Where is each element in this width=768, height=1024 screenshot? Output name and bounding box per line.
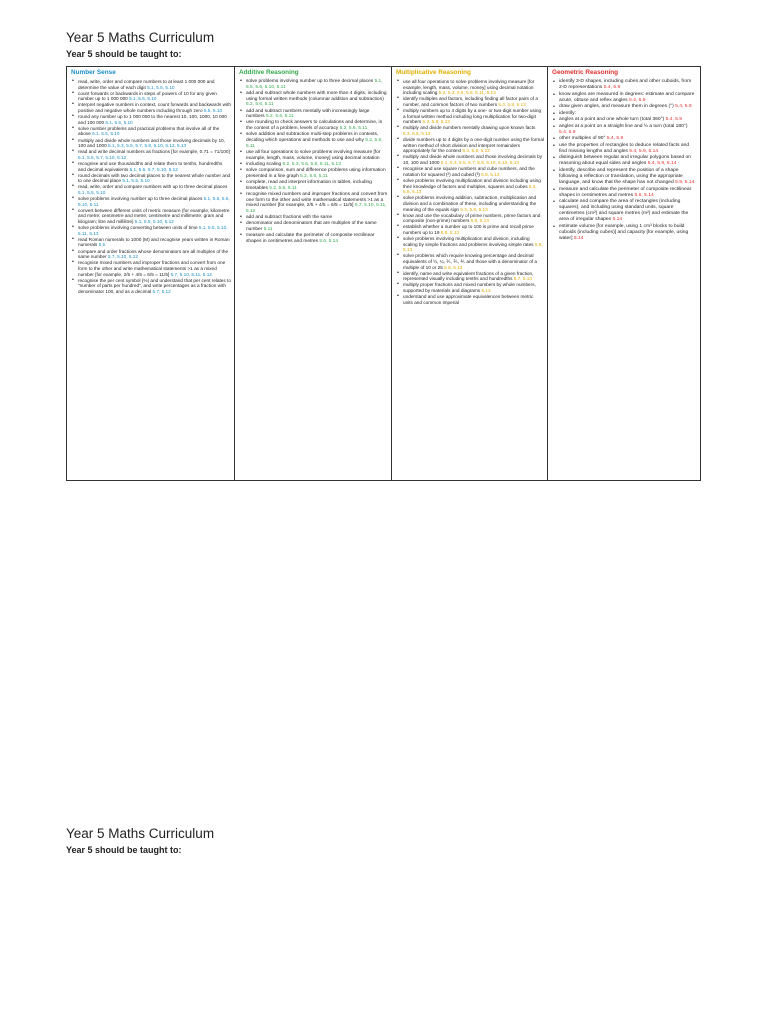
list-item <box>246 192 388 215</box>
list-item <box>559 104 697 110</box>
statement-text: read, write, order and compare numbers to at least 1 000 000 and determine the value of each digit <box>78 79 215 90</box>
list-item <box>403 96 544 107</box>
statement-reference: 5.6, 5.14 <box>634 192 654 198</box>
statement-reference: 5.14 <box>573 236 584 242</box>
list-item <box>78 114 231 125</box>
statement-text: draw given angles, and measure them in degrees (°) <box>559 104 676 110</box>
list-item <box>246 180 388 192</box>
statement-text: know angles are measured in degrees: estimate and compare acute, obtuse and reflex angles <box>559 91 695 103</box>
statement-reference: 5.3, 5.8, 5.13 <box>462 148 490 154</box>
list-item <box>403 213 544 224</box>
statement-text: solve addition and subtraction multi-step problems in contexts, deciding which operations and methods to use and why <box>246 132 379 144</box>
list-item <box>78 196 231 207</box>
statement-reference: 5.1, 5.3, 5.5, 5.7, 5.8, 5.10, 5.12, 5.13 <box>107 143 187 149</box>
statement-reference: 5.1, 5.5, 5.6, 5.10, 5.11 <box>246 79 383 90</box>
statement-text: angles at a point on a straight line and ½ a turn (total 180°) <box>559 123 688 129</box>
statement-text: identify: <box>559 110 577 116</box>
statement-text: estimate volume [for example, using 1 cm³ blocks to build cuboids (including cubes)] and capacity [for example, using water] <box>559 223 689 242</box>
list-item <box>246 168 388 180</box>
statement-reference: 5.3, 5.8, 5.13 <box>422 119 450 125</box>
statement-reference: 5.1, 5.5, 5.10 <box>92 131 120 137</box>
list-item <box>246 162 388 168</box>
list-item <box>403 253 544 270</box>
column-geometric-reasoning <box>548 67 701 481</box>
list-item <box>559 224 697 242</box>
list-item <box>403 224 544 235</box>
list-item <box>559 155 697 167</box>
list-item <box>403 125 544 136</box>
statement-reference: 5.3, 5.8, 5.13 <box>403 131 431 137</box>
statement-text: multiply and divide numbers mentally drawing upon known facts <box>403 125 536 131</box>
statement-reference: 5.1, 5.3, 5.5, 5.7, 5.8, 5.10, 5.12, 5.13 <box>440 160 519 166</box>
statement-reference: 5.1, 5.5, 5.10 <box>78 189 106 195</box>
statement-reference: 5.1, 5.5, 5.7, 5.10, 5.12 <box>129 166 178 172</box>
statement-reference: 5.4, 5.9 <box>603 85 621 91</box>
statement-reference: 5.5 <box>98 242 106 248</box>
list-item <box>78 173 231 184</box>
statement-text: compare and order fractions whose denominators are all multiples of the same number <box>78 248 229 260</box>
list-item <box>78 278 231 295</box>
list-item <box>403 108 544 125</box>
statement-reference: 5.1, 5.5, 5.10 <box>147 84 175 90</box>
statement-text: recognise and use thousandths and relate them to tenths, hundredths and decimal equivalents <box>78 160 223 172</box>
statement-reference: 5.1, 5.5, 5.6, 5.10, 5.11 <box>78 196 230 207</box>
statement-text: use rounding to check answers to calculations and determine, in the context of a problem, levels of accuracy <box>246 120 383 132</box>
statement-text: solve comparison, sum and difference problems using information presented in a line graph <box>246 167 386 179</box>
statement-reference: 5.8, 5.13 <box>403 241 543 253</box>
statement-reference: 5.7, 5.10, 5.11, 5.12 <box>246 203 387 215</box>
statement-text: read, write, order and compare numbers with up to three decimal places <box>78 184 228 190</box>
statement-text: multiply and divide whole numbers and those involving decimals by 10, 100 and 1000 <box>78 137 225 149</box>
list-item <box>403 137 544 154</box>
statement-reference: 5.4, 5.9 <box>665 117 683 123</box>
statement-reference: 5.2, 5.3, 5.6, 5.8, 5.11, 5.13 <box>282 161 341 167</box>
column-header-geometric-reasoning: Geometric Reasoning <box>552 69 619 76</box>
statement-text: distinguish between regular and irregular polygons based on reasoning about equal sides and angles <box>559 155 692 167</box>
statement-text: recognise mixed numbers and improper fractions and convert from one form to the other and write mathematical statements >1 as a mixed number [for example, 2/5 + 4/5 = 6/5 = 11/5] <box>78 260 226 277</box>
statement-text: solve problems involving number up to three decimal places <box>78 196 204 202</box>
list-item <box>78 161 231 172</box>
list-item <box>559 168 697 186</box>
statement-text: count forwards or backwards in steps of powers of 10 for any given number up to 1 000 000 <box>78 90 217 102</box>
statement-text: solve problems involving converting between units of time <box>78 225 199 231</box>
statement-reference: 5.6, 5.14 <box>319 238 338 244</box>
column-multiplicative-reasoning <box>392 67 548 481</box>
statement-reference: 5.2, 5.6, 5.11 <box>246 138 383 149</box>
statement-reference: 5.2, 5.6, 5.11 <box>269 185 297 191</box>
statement-reference: 5.8, 5.13 <box>444 264 463 270</box>
list-item <box>559 199 697 223</box>
list-item <box>78 91 231 102</box>
statement-reference: 5.7, 5.13 <box>513 276 532 282</box>
list-item <box>78 260 231 277</box>
statement-text: solve problems which require knowing percentage and decimal equivalents of ½, ¼, ⅕, ⅖, ⅘ and those with a denominator of a multiple of 10 or 25 <box>403 253 538 270</box>
list-item <box>559 92 697 104</box>
list-item <box>246 109 388 121</box>
column-number-sense <box>67 67 235 481</box>
statement-reference: 5.1, 5.5, 5.10, 5.11, 5.13 <box>78 225 228 236</box>
statement-text: complete, read and interpret information in tables, including timetables <box>246 179 372 191</box>
statement-reference: 5.4, 5.9 <box>629 97 646 103</box>
statement-text: identify, name and write equivalent fractions of a given fraction, represented visually including tenths and hundredths <box>403 270 534 282</box>
curriculum-table <box>66 66 701 481</box>
list-item <box>403 79 544 96</box>
statement-reference: 5.8, 5.13 <box>440 229 460 235</box>
statement-reference: 5.1, 5.5, 5.10, 5.12 <box>134 219 174 225</box>
statement-reference: 5.5, 5.10 <box>203 108 223 114</box>
column-header-multiplicative-reasoning: Multiplicative Reasoning <box>396 69 471 76</box>
list-item <box>403 154 544 165</box>
list-item <box>403 195 544 212</box>
statement-text: read and write decimal numbers as fractions [for example, 0.71 = 71/100] <box>78 149 230 155</box>
statement-reference: 5.2, 5.6, 5.11 <box>246 102 274 108</box>
list-item <box>246 79 388 91</box>
statement-text: convert between different units of metric measure (for example, kilometre and metre; centimetre and metre; centimetre and millimetre; gram and kilogram; litre and millilitre) <box>78 207 230 225</box>
list-item <box>78 102 231 113</box>
statement-text: add and subtract fractions with the same <box>246 215 333 221</box>
statement-text: solve problems involving multiplication and division including using their knowledge of factors and multiples, squares and cubes <box>403 177 541 189</box>
list-item <box>403 271 544 282</box>
statement-text: add and subtract whole numbers with more than 4 digits, including using formal written methods (columnar addition and subtraction) <box>246 90 387 102</box>
statement-text: use the properties of rectangles to deduce related facts and find missing lengths and angles <box>559 142 690 154</box>
statement-text: add and subtract numbers mentally with increasingly large numbers <box>246 108 370 120</box>
list-item <box>78 208 231 225</box>
statement-text: denominator and denominators that are multiples of the same number <box>246 221 377 233</box>
statement-text: solve problems involving number up to three decimal places <box>246 79 375 84</box>
statement-text: measure and calculate the perimeter of composite rectilinear shapes in centimetres and metres <box>559 186 692 198</box>
statement-reference: 5.2, 5.6, 5.11 <box>266 114 294 120</box>
statement-text: measure and calculate the perimeter of composite rectilinear shapes in centimetres and metres <box>246 233 375 244</box>
statement-text: know and use the vocabulary of prime numbers, prime factors and composite (non-prime) numbers <box>403 212 541 224</box>
statement-reference: 5.8, 5.13 <box>470 218 489 224</box>
list-item <box>246 120 388 132</box>
list-item <box>246 221 388 233</box>
statement-reference: 5.3, 5.8, 5.13 <box>403 183 537 195</box>
statement-text: multiply numbers up to 4 digits by a one- or two-digit number using a formal written method including long multiplication for two-digit numbers <box>403 108 542 125</box>
column-header-additive-reasoning: Additive Reasoning <box>239 69 299 76</box>
list-item <box>246 132 388 149</box>
list-item <box>246 233 388 245</box>
statement-reference: 5.1, 5.5, 5.7, 5.10, 5.12 <box>78 154 127 160</box>
list-item <box>403 166 544 177</box>
list-item <box>78 79 231 90</box>
statement-text: multiply and divide whole numbers and those involving decimals by 10, 100 and 1000 <box>403 154 543 166</box>
statement-reference: 5.3, 5.8, 5.13 <box>498 102 526 108</box>
list-item <box>559 136 697 142</box>
multiplicative-reasoning-list <box>396 79 544 305</box>
statement-reference: 5.1, 5.5, 5.10 <box>122 178 150 184</box>
list-item <box>78 149 231 160</box>
list-item <box>78 237 231 248</box>
statement-reference: 5.2, 5.6, 5.11 <box>339 126 368 132</box>
list-item <box>559 117 697 123</box>
statement-reference: 5.1, 5.5, 5.10 <box>105 119 133 125</box>
list-item <box>78 138 231 149</box>
list-item <box>246 91 388 108</box>
statement-text: solve problems involving multiplication and division, including scaling by simple fractions and problems involving simple rates <box>403 236 535 247</box>
statement-text: calculate and compare the area of rectangles (including squares), and including using standard units, square centimetres (cm²) and square metres (m²) and estimate the area of irregular shapes <box>559 199 689 223</box>
statement-text: angles at a point and one whole turn (total 360°) <box>559 117 666 123</box>
statement-text: solve problems involving addition, subtraction, multiplication and division and a combination of these, including understanding the meaning of the equals sign <box>403 195 537 212</box>
statement-text: round decimals with two decimal places to the nearest whole number and to one decimal place <box>78 172 231 184</box>
list-item <box>403 236 544 253</box>
statement-text: identify 3-D shapes, including cubes and other cuboids, from 2-D representations <box>559 79 692 91</box>
document-subtitle: Year 5 should be taught to: <box>66 49 182 59</box>
statement-text: recognise mixed numbers and improper fractions and convert from one form to the other and write mathematical statements >1 as a mixed number [for example, 2/5 + 4/5 = 6/5 = 11/5] <box>246 191 388 209</box>
statement-reference: 5.2, 5.3, 5.6, 5.8, 5.11, 5.13 <box>438 90 496 96</box>
list-item <box>559 124 697 136</box>
list-item <box>78 225 231 236</box>
column-header-number-sense: Number Sense <box>71 69 116 76</box>
list-item <box>403 294 544 305</box>
statement-text: establish whether a number up to 100 is prime and recall prime numbers up to 19 <box>403 224 534 235</box>
list-item <box>403 282 544 293</box>
statement-text: use all four operations to solve problems involving measure [for example, length, mass, volume, money] using decimal notation including scaling <box>403 79 535 96</box>
statement-reference: 5.1, 5.5, 5.10 <box>129 96 157 102</box>
document-title-repeat: Year 5 Maths Curriculum <box>66 826 215 841</box>
list-item <box>78 126 231 137</box>
statement-reference: 5.7, 5.10, 5.12 <box>107 254 138 260</box>
statement-reference: 5.11 <box>263 227 273 233</box>
column-additive-reasoning <box>235 67 392 481</box>
list-item <box>246 150 388 162</box>
statement-text: including scaling <box>246 161 283 167</box>
statement-text: round any number up to 1 000 000 to the nearest 10, 100, 1000, 10 000 and 100 000 <box>78 114 227 125</box>
statement-reference: 5.8, 5.13 <box>481 171 500 177</box>
additive-reasoning-list <box>239 79 388 245</box>
number-sense-list <box>71 79 231 295</box>
statement-reference: 5.4, 5.9 <box>606 136 624 142</box>
statement-reference: 5.7, 5.10, 5.11, 5.12 <box>170 271 212 277</box>
statement-reference: 5.4, 5.9 <box>559 129 576 135</box>
statement-reference: 5.2, 5.6, 5.11 <box>300 173 328 179</box>
statement-reference: 5.13 <box>481 288 491 294</box>
list-item <box>559 187 697 199</box>
statement-reference: 5.9, 5.14 <box>675 180 695 186</box>
statement-text: interpret negative numbers in context, count forwards and backwards with positive and negative whole numbers including through zero <box>78 102 231 114</box>
document-title: Year 5 Maths Curriculum <box>66 30 215 45</box>
statement-reference: 5.14 <box>612 217 623 223</box>
statement-text: multiply proper fractions and mixed numbers by whole numbers, supported by materials and diagrams <box>403 282 536 294</box>
list-item <box>559 79 697 91</box>
list-item <box>78 249 231 260</box>
statement-reference: 5.4, 5.9 <box>675 104 692 110</box>
statement-text: divide numbers up to 4 digits by a one-digit number using the formal written method of short division and interpret remainders appropriately for the context <box>403 137 544 154</box>
statement-text: solve number problems and practical problems that involve all of the above <box>78 125 220 137</box>
statement-text: identify, describe and represent the position of a shape following a reflection or translation, using the appropriate language, and know that the shape has not changed <box>559 167 683 186</box>
list-item <box>559 111 697 117</box>
statement-text: other multiples of 90° <box>559 136 607 142</box>
list-item <box>403 178 544 195</box>
statement-reference: 5.4, 5.9, 5.14 <box>629 148 659 154</box>
statement-reference: 5.7, 5.12 <box>152 288 171 294</box>
list-item <box>78 184 231 195</box>
statement-text: recognise and use square numbers and cube numbers, and the notation for squared (²) and cubed (³) <box>403 166 535 177</box>
list-item <box>559 143 697 155</box>
statement-text: identify multiples and factors, including finding all factor pairs of a number, and common factors of two numbers <box>403 96 538 108</box>
statement-text: understand and use approximate equivalences between metric units and common imperial <box>403 294 534 305</box>
statement-text: read Roman numerals to 1000 (M) and recognise years written in Roman numerals <box>78 236 230 248</box>
statement-text: use all four operations to solve problems involving measure [for example, length, mass, volume, money] using decimal notation <box>246 149 381 161</box>
document-subtitle-repeat: Year 5 should be taught to: <box>66 845 182 855</box>
statement-text: recognise the per cent symbol (%) and understand that per cent relates to "number of parts per hundred", and write percentages as a fraction with denominator 100, and as a decimal <box>78 277 231 294</box>
statement-reference: 5.3, 5.8, 5.13 <box>460 206 488 212</box>
geometric-reasoning-list <box>552 79 697 242</box>
statement-reference: 5.4, 5.9, 5.14 <box>647 161 677 167</box>
